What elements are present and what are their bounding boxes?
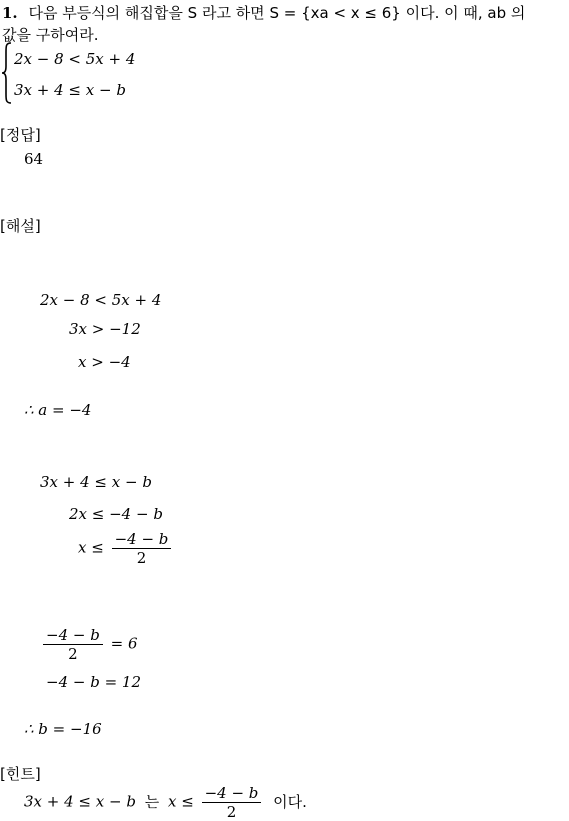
- system-line-1: 2x − 8 < 5x + 4: [14, 50, 136, 68]
- fraction-numerator: −4 − b: [202, 784, 262, 803]
- answer-label: [정답]: [0, 126, 41, 144]
- solution-block3-fraction: [43, 626, 103, 663]
- answer-value: 64: [24, 150, 44, 168]
- fraction-numerator: −4 − b: [112, 530, 172, 549]
- hint-connector: 는: [144, 792, 160, 811]
- hint-suffix: 이다.: [273, 792, 307, 811]
- solution-therefore-b: ∴ b = −16: [24, 720, 102, 738]
- hint-label: [힌트]: [0, 765, 41, 783]
- solution-therefore-a: ∴ a = −4: [24, 401, 92, 419]
- solution-block1-line2: 3x > −12: [69, 320, 141, 338]
- hint-fraction: [202, 784, 262, 821]
- solution-block2-line2: 2x ≤ −4 − b: [69, 505, 163, 523]
- problem-number: 1.: [2, 4, 18, 22]
- solution-block1-line3: x > −4: [78, 353, 131, 371]
- solution-block3-line1: [40, 626, 138, 663]
- hint-rhs-prefix: x ≤: [167, 792, 194, 811]
- hint-lhs: 3x + 4 ≤ x − b: [24, 792, 136, 811]
- solution-label: [해설]: [0, 217, 41, 235]
- problem-line-1: [2, 4, 525, 22]
- fraction-denominator: 2: [68, 645, 78, 663]
- solution-block2-line3: [78, 530, 174, 567]
- solution-block2-fraction: [112, 530, 172, 567]
- hint-line: [24, 784, 307, 821]
- solution-block1-line1: 2x − 8 < 5x + 4: [40, 291, 162, 309]
- left-brace-icon: [1, 42, 13, 104]
- solution-block3-line2: −4 − b = 12: [46, 673, 142, 691]
- solution-block2-line1: 3x + 4 ≤ x − b: [40, 473, 152, 491]
- fraction-denominator: 2: [136, 549, 147, 567]
- problem-text-line-1: 다음 부등식의 해집합을 S 라고 하면 S = {xa < x ≤ 6} 이다. 이 때, ab 의: [28, 4, 526, 22]
- solution-block2-line3-lhs: x ≤: [78, 538, 104, 557]
- problem-text-line-2: 값을 구하여라.: [2, 26, 99, 44]
- fraction-numerator: −4 − b: [43, 626, 103, 645]
- fraction-denominator: 2: [226, 803, 237, 821]
- system-line-2: 3x + 4 ≤ x − b: [14, 81, 126, 99]
- solution-block3-line1-rhs: = 6: [110, 634, 138, 653]
